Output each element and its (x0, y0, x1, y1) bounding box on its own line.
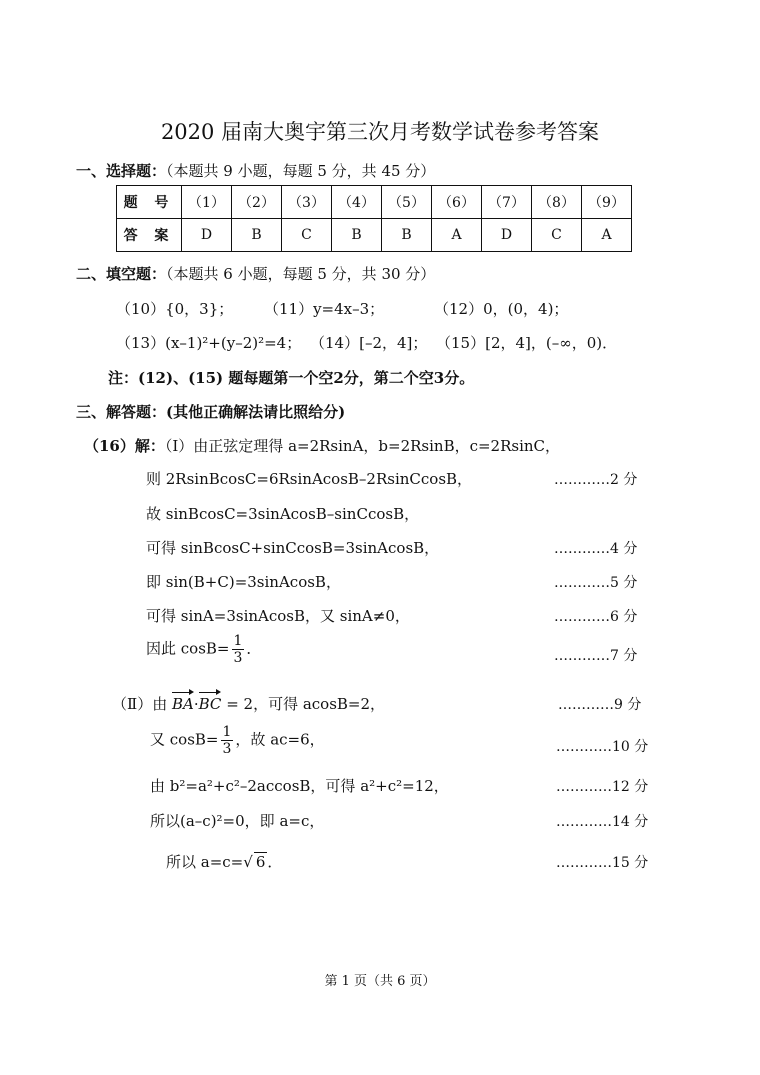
solution-line: 故 sinBcosC=3sinAcosB–sinCcosB， (146, 505, 420, 523)
q16-part1-line1 (84, 435, 560, 456)
page-footer: 第 1 页（共 6 页） (324, 974, 436, 989)
question-number: （1） (182, 186, 232, 219)
answer-cell: B (232, 219, 282, 252)
q16-label: （16）解： (84, 437, 165, 455)
section2-heading: 二、填空题： (76, 265, 167, 283)
vector-ba: BA (171, 695, 194, 713)
score-mark: …………14 分 (556, 814, 649, 830)
score-mark: …………9 分 (558, 697, 642, 713)
question-number: （6） (432, 186, 482, 219)
answer-table (116, 185, 632, 252)
solution-line: 可得 sinA=3sinAcosB，又 sinA≠0， (146, 607, 410, 625)
answer-cell: A (582, 219, 632, 252)
fraction-denominator: 3 (233, 650, 243, 666)
answer-12: （12）0，(0，4)； (434, 300, 569, 318)
fraction-numerator: 1 (233, 633, 243, 649)
solution-line-fraction (146, 633, 261, 666)
solution-line-fraction (150, 724, 325, 757)
section1-note: （本题共 9 小题，每题 5 分，共 45 分） (166, 162, 436, 180)
fraction (221, 724, 234, 757)
score-mark: …………2 分 (554, 472, 638, 488)
solution-text: 又 cosB= (150, 730, 219, 749)
answer-cell: D (182, 219, 232, 252)
score-mark: …………12 分 (556, 779, 649, 795)
solution-text: ． (246, 639, 262, 658)
section1-heading: 一、选择题： (76, 162, 167, 180)
score-mark: …………4 分 (554, 541, 638, 557)
fraction (232, 633, 245, 666)
score-mark: …………7 分 (554, 648, 638, 664)
row-label-answers: 答 案 (117, 219, 182, 252)
solution-line: 可得 sinBcosC+sinCcosB=3sinAcosB， (146, 539, 440, 557)
answer-cell: B (332, 219, 382, 252)
solution-line-sqrt (166, 851, 282, 872)
question-number: （9） (582, 186, 632, 219)
solution-line: 所以(a–c)²=0，即 a=c， (150, 812, 325, 830)
answer-13: （13）(x–1)²+(y–2)²=4； (116, 334, 302, 352)
score-mark: …………10 分 (556, 739, 649, 755)
answer-cell: C (532, 219, 582, 252)
vector-bc: BC (198, 695, 222, 713)
solution-text: （Ⅱ）由 (112, 695, 168, 713)
score-mark: …………15 分 (556, 855, 649, 871)
question-number: （5） (382, 186, 432, 219)
answer-cell: D (482, 219, 532, 252)
sqrt-radicand: 6 (255, 853, 266, 871)
section1-header (76, 160, 435, 181)
answer-10: （10）{0，3}； (116, 300, 234, 318)
solution-text: = 2，可得 acosB=2， (226, 695, 386, 713)
score-mark: …………6 分 (554, 609, 638, 625)
row-label-questions: 题 号 (117, 186, 182, 219)
table-row-questions (117, 186, 632, 219)
section3-heading: 三、解答题：(其他正确解法请比照给分) (76, 403, 346, 421)
solution-line: 即 sin(B+C)=3sinAcosB， (146, 573, 341, 591)
answer-cell: B (382, 219, 432, 252)
solution-line: 则 2RsinBcosC=6RsinAcosB–2RsinCcosB， (146, 470, 473, 488)
question-number: （3） (282, 186, 332, 219)
section2-header (76, 263, 435, 284)
question-number: （2） (232, 186, 282, 219)
solution-line-vector (112, 693, 385, 714)
answer-11: （11）y=4x–3； (264, 300, 385, 318)
scoring-remark: 注：(12)、(15) 题每题第一个空2分，第二个空3分。 (108, 369, 475, 387)
answer-cell: A (432, 219, 482, 252)
fraction-numerator: 1 (222, 724, 232, 740)
answer-cell: C (282, 219, 332, 252)
solution-text: ． (267, 853, 283, 871)
solution-line: 由 b²=a²+c²–2accosB，可得 a²+c²=12， (150, 777, 449, 795)
answer-15: （15）[2，4]，(–∞，0)． (436, 334, 618, 352)
question-number: （4） (332, 186, 382, 219)
sqrt-symbol: √ (243, 853, 253, 871)
solution-text: 所以 a=c= (166, 853, 244, 871)
table-row-answers (117, 219, 632, 252)
solution-text: （Ⅰ）由正弦定理得 a=2RsinA，b=2RsinB，c=2RsinC， (164, 437, 561, 455)
solution-text: ，故 ac=6， (235, 730, 325, 749)
solution-text: 因此 cosB= (146, 639, 230, 658)
page-title: 2020 届南大奥宇第三次月考数学试卷参考答案 (160, 120, 600, 144)
dot-operator: · (193, 695, 199, 713)
answer-14: （14）[–2，4]； (310, 334, 428, 352)
fraction-denominator: 3 (222, 741, 232, 757)
score-mark: …………5 分 (554, 575, 638, 591)
question-number: （8） (532, 186, 582, 219)
question-number: （7） (482, 186, 532, 219)
section2-note: （本题共 6 小题，每题 5 分，共 30 分） (166, 265, 436, 283)
